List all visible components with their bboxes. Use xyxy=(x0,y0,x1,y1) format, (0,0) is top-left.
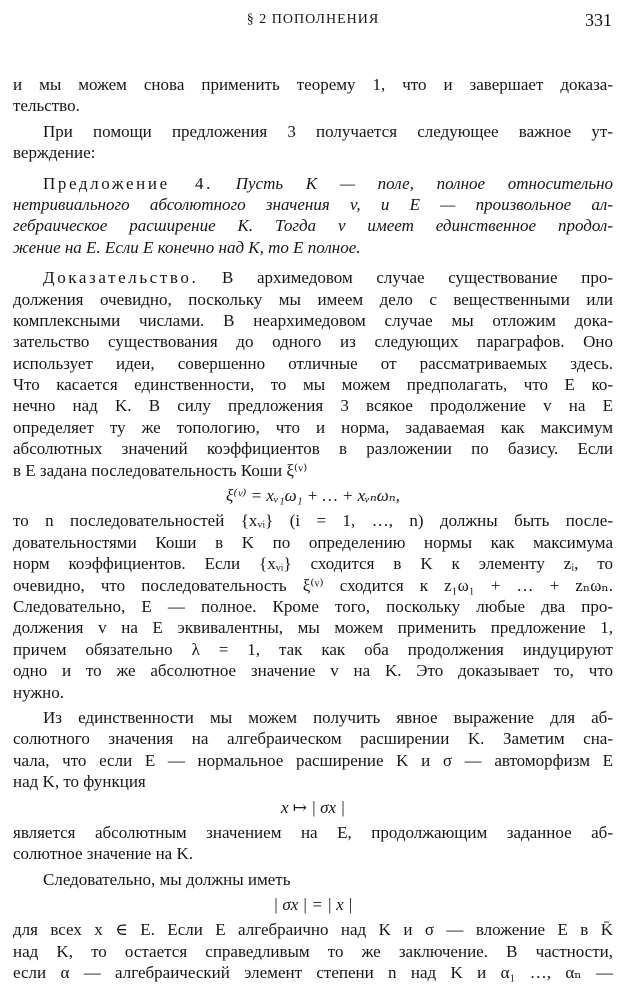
text-line: использует идеи, совершенно отличные от рассматриваемых здесь. xyxy=(13,353,613,373)
text-line: нетривиального абсолютного значения v, и E — произвольное ал- xyxy=(13,194,613,214)
proposition xyxy=(13,173,613,259)
proof-label: Доказательство. xyxy=(43,268,199,288)
text-line: в E задана последовательность Коши ξ⁽ᵛ⁾ xyxy=(13,460,308,480)
text-line: для всех x ∈ E. Если E алгебраично над K и σ — вложение E в K̄ xyxy=(13,920,613,940)
paragraph xyxy=(13,869,613,984)
text-line: довательностями Коши в K по определению нормы как максимума xyxy=(13,532,613,552)
text-line: нужно. xyxy=(13,682,64,702)
page-header xyxy=(0,10,626,36)
text-line: то n последовательностей {xᵥᵢ} (i = 1, …, n) должны быть после- xyxy=(13,511,613,531)
paragraph xyxy=(13,121,613,164)
text-line: Что касается единственности, то мы можем предполагать, что E ко- xyxy=(13,375,613,395)
text-line: норм коэффициентов. Если {xᵥᵢ} сходится в K к элементу zᵢ, то xyxy=(13,554,613,574)
display-equation: | σx | = | x | xyxy=(273,895,353,915)
text-line: Следовательно, E — полное. Кроме того, поскольку любые два про- xyxy=(13,596,613,616)
text-line: должения очевидно, поскольку мы имеем дело с вещественными или xyxy=(13,289,613,309)
text-line: если α — алгебраический элемент степени n над K и α₁ …, αₙ — xyxy=(13,963,613,983)
proposition-label: Предложение 4. xyxy=(43,173,213,193)
text-line: тельство. xyxy=(13,96,80,116)
text-line: Из единственности мы можем получить явное выражение для аб- xyxy=(43,707,613,727)
page-number: 331 xyxy=(585,10,612,30)
text-line: является абсолютным значением на E, продолжающим заданное аб- xyxy=(13,822,613,842)
paragraph xyxy=(13,707,613,865)
display-equation: ξ⁽ᵛ⁾ = xᵥ₁ω₁ + … + xᵥₙωₙ, xyxy=(226,486,400,506)
text-line: очевидно, что последовательность ξ⁽ᵛ⁾ сходится к z₁ω₁ + … + zₙωₙ. xyxy=(13,575,613,595)
text-line: причем обязательно λ = 1, так как оба продолжения индуцируют xyxy=(13,639,613,659)
display-equation: x ↦ | σx | xyxy=(280,797,346,817)
text-line: над K, то функция xyxy=(13,772,146,792)
text-line: зательство существования до одного из следующих параграфов. Оно xyxy=(13,332,613,352)
text-line: солютное значение на K. xyxy=(13,844,193,864)
text-line: комплексными числами. В неархимедовом случае мы отложим дока- xyxy=(13,310,613,330)
text-line: верждение: xyxy=(13,143,96,163)
text-line: чала, что если E — нормальное расширение K и σ — автоморфизм E xyxy=(13,750,613,770)
proof xyxy=(13,267,613,703)
text-line: и мы можем снова применить теорему 1, что и завершает доказа- xyxy=(13,75,613,94)
text-line: нечно над K. В силу предложения 3 всякое продолжение v на E xyxy=(13,396,613,416)
text-line: над K, то остается справедливым то же заключение. В частности, xyxy=(13,941,613,961)
proof-text: В архимедовом случае существование про- xyxy=(221,268,613,288)
text-line: гебраическое расширение K. Тогда v имеет единственное продол- xyxy=(13,216,613,236)
text-line: При помощи предложения 3 получается следующее важное ут- xyxy=(43,121,613,141)
text-line: должения v на E эквивалентны, мы можем применить предложение 1, xyxy=(13,618,613,638)
page-body xyxy=(13,74,613,984)
text-line: солютного значения на алгебраическом расширении K. Заметим сна- xyxy=(13,729,613,749)
running-title: § 2 ПОПОЛНЕНИЯ xyxy=(246,12,380,27)
paragraph xyxy=(13,74,613,117)
text-line: Следовательно, мы должны иметь xyxy=(43,869,291,889)
proposition-text: Пусть K — поле, полное относительно xyxy=(235,173,614,193)
text-line: абсолютных значений коэффициентов в разложении по базису. Если xyxy=(13,439,613,459)
text-line: жение на E. Если E конечно над K, то E полное. xyxy=(13,237,361,257)
text-line xyxy=(13,173,613,194)
text-line xyxy=(13,267,613,288)
text-line: определяет ту же топологию, что и норма, задаваемая как максимум xyxy=(13,417,613,437)
text-line: одно и то же абсолютное значение v на K. Это доказывает то, что xyxy=(13,661,613,681)
